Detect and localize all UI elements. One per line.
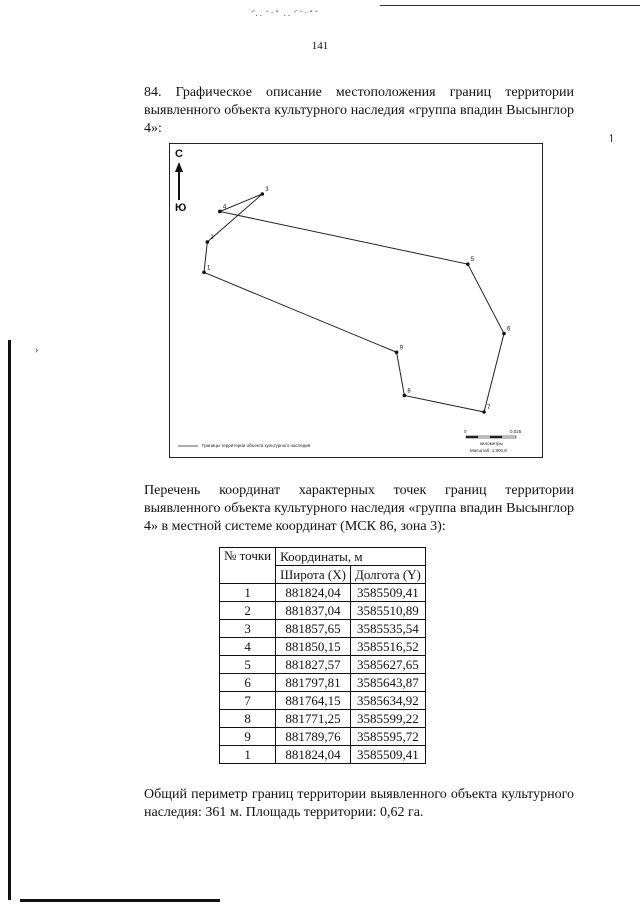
col-lon-header: Долгота (Y) (350, 566, 425, 584)
point-number-cell: 1 (220, 584, 276, 602)
scale-bar (466, 436, 516, 438)
table-row (220, 656, 426, 674)
boundary-point-label: 7 (487, 405, 491, 411)
legend-text: Границы территории объекта культурного наследия (202, 443, 311, 448)
col-lat-header: Широта (X) (276, 566, 351, 584)
point-number-cell: 3 (220, 620, 276, 638)
boundary-point (502, 332, 506, 336)
boundary-point-label: 8 (407, 388, 411, 395)
longitude-cell: 3585627,65 (350, 656, 425, 674)
coordinates-table (219, 547, 426, 764)
boundary-point-label: 4 (222, 204, 227, 211)
col-point-header: № точки (220, 548, 276, 584)
latitude-cell: 881824,04 (276, 584, 351, 602)
boundary-point-label: 1 (207, 265, 211, 272)
scale-text: Масштаб: 1:800,0 (470, 448, 507, 453)
longitude-cell: 3585599,22 (350, 710, 425, 728)
table-row (220, 620, 426, 638)
scale-max: 0,025 (510, 429, 522, 434)
point-number-cell: 6 (220, 674, 276, 692)
point-number-cell: 1 (220, 746, 276, 764)
latitude-cell: 881789,76 (276, 728, 351, 746)
boundary-point (202, 271, 206, 275)
boundary-point (482, 410, 486, 414)
latitude-cell: 881824,04 (276, 746, 351, 764)
boundary-point (395, 350, 399, 354)
latitude-cell: 881771,25 (276, 710, 351, 728)
table-row (220, 728, 426, 746)
boundary-map-svg (170, 144, 542, 457)
table-row (220, 674, 426, 692)
coordinates-intro (100, 482, 574, 536)
margin-mark: › (35, 345, 39, 356)
boundary-point-label: 6 (507, 326, 511, 333)
section-heading (100, 84, 574, 138)
scan-artifact-bar (8, 340, 11, 900)
scale-unit: километры (480, 441, 503, 446)
longitude-cell: 3585595,72 (350, 728, 425, 746)
boundary-point (218, 210, 222, 214)
longitude-cell: 3585535,54 (350, 620, 425, 638)
coordinates-intro-text: Перечень координат характерных точек границ территории выявленного объекта культурного наследия «группа впадин Высынглор 4» в местной системе координат (МСК 86, зона 3): (144, 483, 574, 534)
boundary-map (169, 143, 543, 458)
table-row (220, 746, 426, 764)
latitude-cell: 881850,15 (276, 638, 351, 656)
margin-mark: ↿ (607, 133, 617, 145)
table-row (220, 638, 426, 656)
col-coords-header: Координаты, м (276, 548, 426, 566)
north-label: С (175, 148, 183, 160)
longitude-cell: 3585634,92 (350, 692, 425, 710)
latitude-cell: 881764,15 (276, 692, 351, 710)
scan-stamp: ᐟ..ᐨᐧᐩ ..ᐟᐨᐧᐩᐨ (250, 8, 319, 18)
perimeter-summary-text: Общий периметр границ территории выявленного объекта культурного наследия: 361 м. Площадь территории: 0,62 га. (144, 787, 574, 820)
table-row (220, 692, 426, 710)
point-number-cell: 8 (220, 710, 276, 728)
boundary-point-label: 3 (265, 187, 269, 193)
table-row (220, 602, 426, 620)
page-number: 141 (311, 40, 329, 52)
longitude-cell: 3585509,41 (350, 584, 425, 602)
point-number-cell: 5 (220, 656, 276, 674)
longitude-cell: 3585510,89 (350, 602, 425, 620)
latitude-cell: 881837,04 (276, 602, 351, 620)
south-label: Ю (175, 202, 187, 214)
boundary-point (466, 262, 470, 266)
longitude-cell: 3585643,87 (350, 674, 425, 692)
scale-zero: 0 (464, 429, 467, 434)
scan-artifact-line (380, 5, 640, 6)
perimeter-summary (100, 786, 574, 822)
boundary-polygon (204, 194, 504, 412)
latitude-cell: 881797,81 (276, 674, 351, 692)
latitude-cell: 881857,65 (276, 620, 351, 638)
boundary-point (403, 394, 407, 398)
latitude-cell: 881827,57 (276, 656, 351, 674)
boundary-point (206, 240, 210, 244)
longitude-cell: 3585509,41 (350, 746, 425, 764)
scan-artifact-bar (20, 899, 220, 902)
table-row (220, 710, 426, 728)
table-row (220, 584, 426, 602)
longitude-cell: 3585516,52 (350, 638, 425, 656)
point-number-cell: 4 (220, 638, 276, 656)
point-number-cell: 9 (220, 728, 276, 746)
boundary-point-label: 9 (399, 345, 403, 352)
point-number-cell: 7 (220, 692, 276, 710)
boundary-point-label: 2 (210, 235, 214, 242)
point-number-cell: 2 (220, 602, 276, 620)
boundary-point (260, 192, 264, 196)
boundary-point-label: 5 (470, 257, 475, 264)
section-heading-text: 84. Графическое описание местоположения границ территории выявленного объекта культурного наследия «группа впадин Высынглор 4»: (144, 85, 574, 136)
north-arrow (175, 162, 183, 200)
